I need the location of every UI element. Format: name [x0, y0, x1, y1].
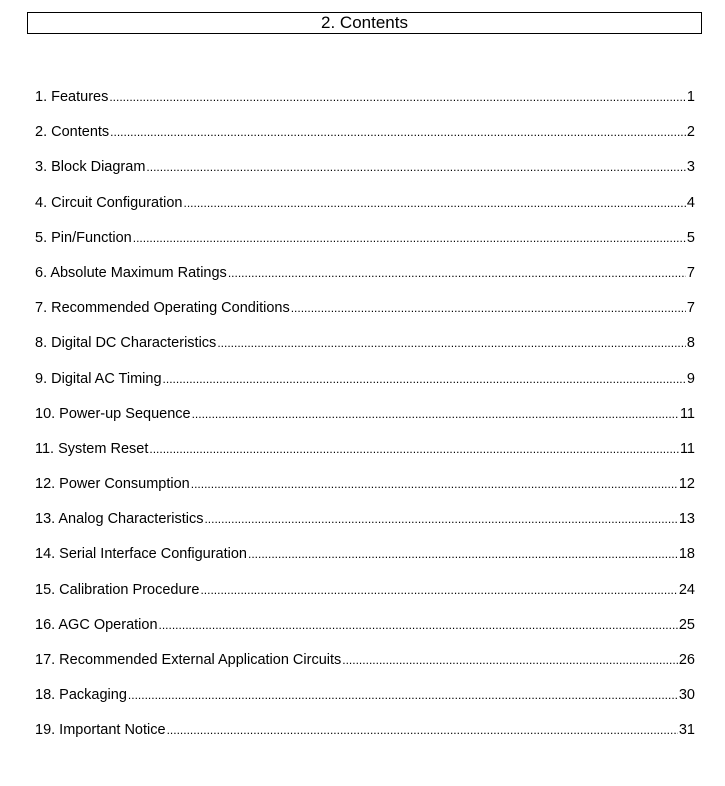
- toc-entry-label: 15. Calibration Procedure: [35, 581, 200, 598]
- toc-entry-power-consumption[interactable]: [35, 472, 695, 507]
- toc-entry-important-notice[interactable]: [35, 718, 695, 753]
- toc-entry-power-up-sequence[interactable]: [35, 402, 695, 437]
- toc-entry-label: 14. Serial Interface Configuration: [35, 546, 247, 563]
- toc-entry-page: 31: [678, 722, 695, 739]
- toc-entry-label: 17. Recommended External Application Circuits: [35, 652, 342, 668]
- toc-entry-label: 6. Absolute Maximum Ratings: [35, 264, 227, 281]
- toc-entry-label: 10. Power-up Sequence: [35, 405, 191, 422]
- toc-entry-page: 8: [686, 335, 695, 352]
- toc-entry-page: 7: [686, 264, 695, 281]
- toc-entry-page: 30: [678, 687, 695, 704]
- toc-leader-dots: [204, 507, 677, 531]
- toc-entry-page: 11: [679, 440, 695, 457]
- toc-leader-dots: [342, 648, 678, 672]
- toc-entry-label: 13. Analog Characteristics: [35, 511, 204, 528]
- toc-entry-block-diagram[interactable]: [35, 155, 695, 190]
- toc-leader-dots: [159, 613, 678, 637]
- toc-leader-dots: [228, 261, 686, 285]
- toc-entry-label: 4. Circuit Configuration: [35, 194, 183, 211]
- toc-leader-dots: [217, 331, 686, 355]
- toc-entry-label: 18. Packaging: [35, 687, 127, 704]
- toc-entry-page: 26: [678, 652, 695, 668]
- toc-entry-page: 12: [678, 476, 695, 493]
- toc-entry-page: 25: [678, 616, 695, 633]
- toc-entry-calibration-procedure[interactable]: [35, 578, 695, 613]
- toc-entry-label: 2. Contents: [35, 124, 110, 141]
- toc-entry-page: 24: [678, 581, 695, 598]
- toc-entry-circuit-configuration[interactable]: [35, 191, 695, 226]
- toc-entry-digital-ac-timing[interactable]: [35, 367, 695, 402]
- toc-entry-label: 19. Important Notice: [35, 722, 166, 739]
- section-title-box: [27, 12, 702, 34]
- toc-entry-page: 4: [686, 194, 695, 211]
- page-title: 2. Contents: [321, 13, 408, 32]
- toc-leader-dots: [163, 367, 686, 391]
- toc-leader-dots: [149, 437, 679, 461]
- toc-entry-label: 5. Pin/Function: [35, 229, 132, 246]
- toc-leader-dots: [109, 85, 686, 109]
- toc-leader-dots: [133, 226, 686, 250]
- toc-entry-page: 13: [678, 511, 695, 528]
- toc-leader-dots: [167, 718, 678, 742]
- toc-leader-dots: [110, 120, 686, 144]
- toc-entry-analog-characteristics[interactable]: [35, 507, 695, 542]
- toc-entry-recommended-operating-conditions[interactable]: [35, 296, 695, 331]
- toc-entry-page: 11: [679, 405, 695, 422]
- toc-leader-dots: [191, 472, 678, 496]
- toc-entry-system-reset[interactable]: [35, 437, 695, 472]
- toc-leader-dots: [291, 296, 686, 320]
- toc-entry-contents[interactable]: [35, 120, 695, 155]
- toc-entry-page: 18: [678, 546, 695, 563]
- toc-leader-dots: [146, 155, 686, 179]
- toc-entry-recommended-external-application-circuits[interactable]: [35, 648, 695, 683]
- toc-entry-page: 7: [686, 300, 695, 317]
- toc-entry-page: 2: [686, 124, 695, 141]
- toc-entry-absolute-maximum-ratings[interactable]: [35, 261, 695, 296]
- toc-entry-label: 1. Features: [35, 89, 109, 105]
- toc-leader-dots: [184, 191, 686, 215]
- toc-entry-page: 5: [686, 229, 695, 246]
- toc-entry-page: 3: [686, 159, 695, 176]
- toc-entry-label: 9. Digital AC Timing: [35, 370, 162, 387]
- toc-entry-page: 1: [686, 89, 695, 105]
- toc-entry-label: 3. Block Diagram: [35, 159, 146, 176]
- toc-entry-digital-dc-characteristics[interactable]: [35, 331, 695, 366]
- toc-entry-page: 9: [686, 370, 695, 387]
- toc-entry-label: 7. Recommended Operating Conditions: [35, 300, 290, 317]
- toc-leader-dots: [200, 578, 677, 602]
- toc-entry-label: 11. System Reset: [35, 440, 149, 457]
- table-of-contents: [35, 85, 695, 754]
- toc-entry-label: 12. Power Consumption: [35, 476, 190, 493]
- toc-entry-label: 8. Digital DC Characteristics: [35, 335, 217, 352]
- toc-leader-dots: [248, 542, 678, 566]
- toc-entry-serial-interface-configuration[interactable]: [35, 542, 695, 577]
- toc-entry-pin-function[interactable]: [35, 226, 695, 261]
- toc-leader-dots: [128, 683, 678, 707]
- toc-entry-packaging[interactable]: [35, 683, 695, 718]
- toc-entry-features[interactable]: [35, 85, 695, 120]
- toc-entry-agc-operation[interactable]: [35, 613, 695, 648]
- toc-entry-label: 16. AGC Operation: [35, 616, 158, 633]
- toc-leader-dots: [192, 402, 679, 426]
